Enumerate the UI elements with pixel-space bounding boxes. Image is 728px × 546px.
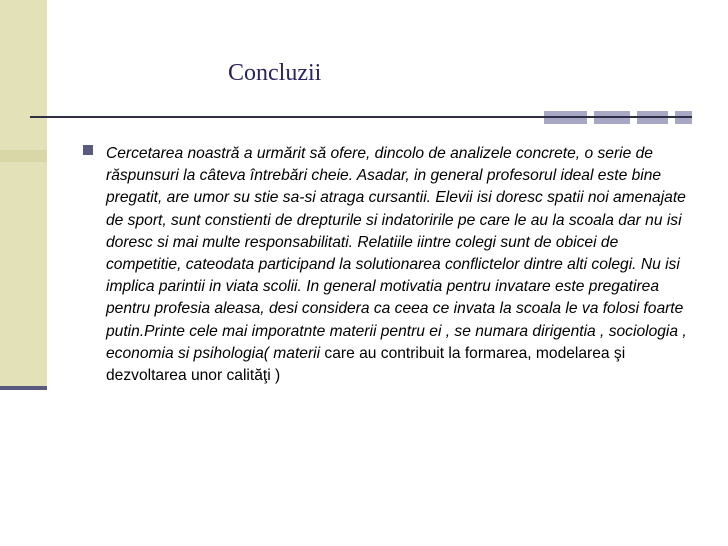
slide-title: Concluzii	[228, 60, 322, 86]
side-decoration-band	[0, 150, 47, 162]
conclusion-paragraph	[106, 143, 691, 387]
paragraph-normal-text: care au contribuit la formarea, modelarea şi dezvoltarea unor calităţi )	[106, 344, 626, 385]
title-rule	[30, 116, 692, 118]
bullet-square-icon	[83, 145, 93, 155]
side-decoration-bar	[0, 0, 47, 390]
side-decoration-stripe	[0, 386, 47, 390]
paragraph-italic-text: Cercetarea noastră a urmărit să ofere, dincolo de analizele concrete, o serie de răspunsuri la câteva întrebări cheie. Asadar, in general profesorul ideal este bine pregatit, are umor su stie sa-si atraga cursantii. Elevii isi doresc spatii noi amenajate de sport, sunt constienti de drepturile si indatoririle pe care le au la scoala dar nu isi doresc si mai multe responsabilitati. Relatiile iintre colegi sunt de obicei de competitie, cateodata participand la solutionarea conflictelor dintre alti colegi. Nu isi implica parintii in viata scolii. In general motivatia pentru invatare este pregatirea pentru profesia aleasa, desi considera ca ceea ce invata la scoala le va folosi foarte putin.Printe cele mai imporatnte materii pentru ei , se numara dirigentia , sociologia , economia si psihologia( materii	[106, 145, 687, 362]
